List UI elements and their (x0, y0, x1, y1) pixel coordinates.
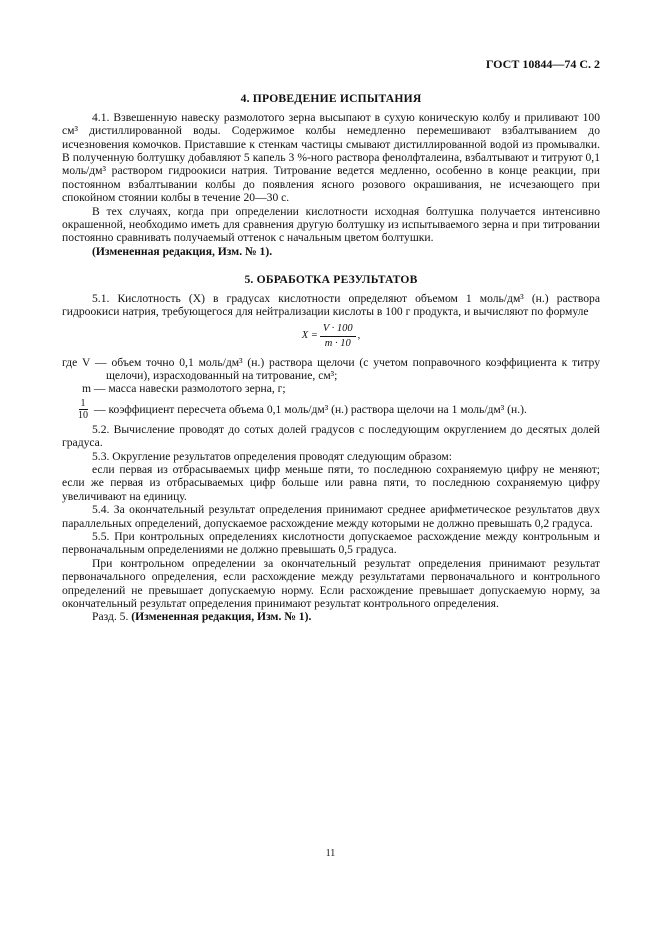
formula-denominator: m · 10 (324, 337, 351, 349)
amendment-note-5 (62, 610, 600, 623)
paragraph-5-1: 5.1. Кислотность (X) в градусах кислотности определяют объемом 1 моль/дм³ (н.) раствора гидроокиси натрия, требующегося для нейтрализации кислоты в 100 г продукта, и вычисляют по формуле (62, 291, 600, 319)
paragraph-5-5: 5.5. При контрольных определениях кислотности допускаемое расхождение между контрольным и первоначальным определениями не должно превышать 0,5 градуса. (62, 529, 600, 557)
paragraph-4-1-b: В тех случаях, когда при определении кислотности исходная болтушка получается интенсивно окрашенной, необходимо иметь для сравнения другую болтушку из испытываемого зерна и при титровании постоянно сравнивать получаемый оттенок с начальным цветом болтушки. (62, 204, 600, 245)
document-page (62, 58, 600, 624)
paragraph-5-4: 5.4. За окончательный результат определения принимают среднее арифметическое результатов двух параллельных определений, допускаемое расхождение между которыми не должно превышать 0,2 градуса. (62, 503, 600, 530)
where-coefficient (62, 398, 600, 421)
paragraph-4-1: 4.1. Взвешенную навеску размолотого зерна высыпают в сухую коническую колбу и приливают 100 см³ дистиллированной воды. Содержимое колбы немедленно перемешивают взбалтыванием до исчезновения комочков. Приставшие к стенкам частицы смывают дистиллированной водой из промывалки. В полученную болтушку добавляют 5 капель 3 %-ного раствора фенолфталеина, взбалтывают и титруют 0,1 моль/дм³ раствором гидроокиси натрия. Титрование ведется медленно, особенно в конце реакции, при постоянном взбалтывании колбы до появления ясного розового окрашивания, не исчезающего при спокойном стоянии колбы в течение 20—30 с. (62, 110, 600, 205)
section-4-title: 4. ПРОВЕДЕНИЕ ИСПЫТАНИЯ (240, 92, 422, 106)
where-v: где V — объем точно 0,1 моль/дм³ (н.) раствора щелочи (с учетом поправочного коэффициента к титру щелочи), израсходованный на титрование, см³; (62, 355, 600, 382)
document-header: ГОСТ 10844—74 С. 2 (485, 57, 600, 71)
acidity-formula (62, 323, 600, 350)
paragraph-5-5-b: При контрольном определении за окончательный результат определения принимают результат первоначального определения, если расхождение между результатами первоначального и контрольного определений не превышает допускаемую норму. Если расхождение превышает допускаемую норму, за окончательный результат определения принимают результат контрольного определения. (62, 556, 600, 610)
coefficient-text: — коэффициент пересчета объема 0,1 моль/дм³ (н.) раствора щелочи на 1 моль/дм³ (н.). (94, 402, 527, 416)
page-number: 11 (325, 848, 336, 859)
amendment-label: Разд. 5. (92, 610, 129, 624)
amendment-note-4: (Измененная редакция, Изм. № 1). (92, 244, 273, 258)
paragraph-5-3-b: если первая из отбрасываемых цифр меньше пяти, то последнюю сохраняемую цифру не меняют; если же первая из отбрасываемых цифр больше или равна пяти, то последнюю сохраняемую цифру увеличивают на единицу. (62, 462, 600, 503)
formula-fraction (320, 323, 356, 350)
paragraph-5-3: 5.3. Округление результатов определения проводят следующим образом: (92, 449, 452, 463)
formula-tail: , (357, 330, 361, 342)
formula-numerator: V · 100 (320, 323, 356, 337)
paragraph-5-2: 5.2. Вычисление проводят до сотых долей градусов с последующим округлением до десятых долей градуса. (62, 422, 600, 450)
formula-lhs: X = (301, 330, 318, 342)
where-m: m — масса навески размолотого зерна, г; (82, 382, 286, 396)
amendment-text: (Измененная редакция, Изм. № 1). (131, 610, 312, 624)
coefficient-fraction (76, 398, 90, 421)
coefficient-numerator: 1 (80, 397, 86, 409)
section-5-title: 5. ОБРАБОТКА РЕЗУЛЬТАТОВ (244, 273, 418, 287)
coefficient-denominator: 10 (78, 409, 88, 421)
